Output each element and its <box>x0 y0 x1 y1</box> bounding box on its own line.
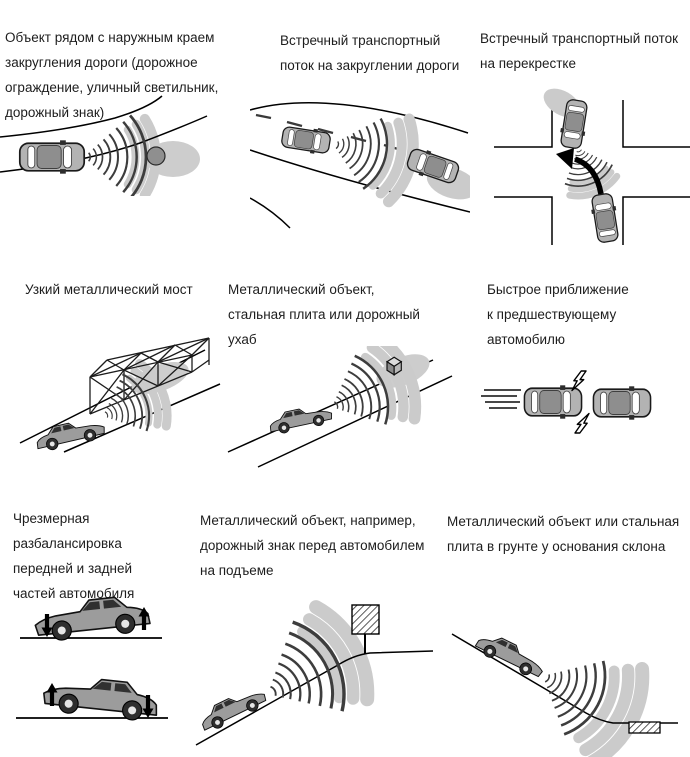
caption-line: плита в грунте у основания склона <box>447 539 666 554</box>
caption-line: частей автомобиля <box>13 586 135 601</box>
road-edge <box>250 103 468 133</box>
illustration-oncoming-at-intersection <box>490 88 690 258</box>
roadside-object-icon <box>147 147 165 165</box>
caption-oncoming-on-curve <box>280 28 459 78</box>
car-icon <box>267 403 333 436</box>
caption-line: Встречный транспортный <box>280 33 441 48</box>
metal-object-icon <box>387 357 401 375</box>
caption-line: передней и задней <box>13 561 133 576</box>
speed-lines <box>481 390 521 408</box>
car-icon <box>34 416 107 453</box>
nose-down-car-icon <box>33 596 150 643</box>
caption-line: Встречный транспортный поток <box>480 31 679 46</box>
caption-line: Объект рядом с наружным краем <box>5 30 215 45</box>
caption-line: дорожный знак) <box>5 105 105 120</box>
caption-line: Быстрое приближение <box>487 282 629 297</box>
illustration-metal-object-on-road <box>225 346 460 476</box>
spark-bolt-icon <box>575 413 589 433</box>
caption-line: к предшествующему <box>487 307 617 322</box>
illustration-narrow-metal-bridge <box>0 332 230 478</box>
caption-sign-on-upgrade <box>200 508 424 583</box>
caption-line: Металлический объект, например, <box>200 513 416 528</box>
caption-line: на перекрестке <box>480 56 576 71</box>
caption-rapid-approach <box>487 277 629 352</box>
road-edge <box>250 198 290 228</box>
caption-line: автомобилю <box>487 332 565 347</box>
turning-car-icon <box>589 193 621 244</box>
caption-oncoming-at-intersection <box>480 26 678 76</box>
caption-line: дорожный знак перед автомобилем <box>200 538 425 553</box>
illustration-rapid-approach <box>478 352 680 440</box>
caption-front-rear-imbalance <box>13 506 134 606</box>
caption-narrow-metal-bridge <box>25 277 193 302</box>
nose-up-car-icon <box>42 674 159 723</box>
spark-bolt-icon <box>572 371 586 391</box>
caption-line: Чрезмерная <box>13 511 90 526</box>
illustration-oncoming-on-curve <box>250 76 470 230</box>
climbing-car-icon <box>197 684 269 735</box>
illustration-sign-on-upgrade <box>190 586 435 757</box>
caption-line: закругления дороги (дорожное <box>5 55 198 70</box>
caption-line: Металлический объект или стальная <box>447 514 680 529</box>
preceding-car-icon <box>593 386 650 419</box>
caption-line: разбалансировка <box>13 536 122 551</box>
descending-car-icon <box>473 629 547 681</box>
caption-plate-at-slope-base <box>447 509 679 559</box>
slope-line <box>196 651 433 745</box>
car-icon <box>20 140 84 173</box>
road-sign-icon <box>352 605 379 634</box>
caption-line: поток на закруглении дороги <box>280 58 460 73</box>
illustration-object-near-curve-edge <box>0 88 240 196</box>
illustration-front-rear-imbalance <box>0 596 190 757</box>
steel-plate-icon <box>629 722 660 733</box>
caption-line: Металлический объект, <box>228 282 375 297</box>
radar-waves-icon <box>328 110 394 192</box>
illustration-plate-at-slope-base <box>435 596 690 757</box>
caption-line: Узкий металлический мост <box>25 282 193 297</box>
caption-line: ухаб <box>228 332 257 347</box>
car-icon <box>281 124 332 156</box>
turn-arrow-head <box>556 148 574 169</box>
caption-line: стальная плита или дорожный <box>228 307 420 322</box>
caption-metal-object-on-road <box>228 277 420 352</box>
caption-line: ограждение, уличный светильник, <box>5 80 219 95</box>
caption-line: на подъеме <box>200 563 274 578</box>
